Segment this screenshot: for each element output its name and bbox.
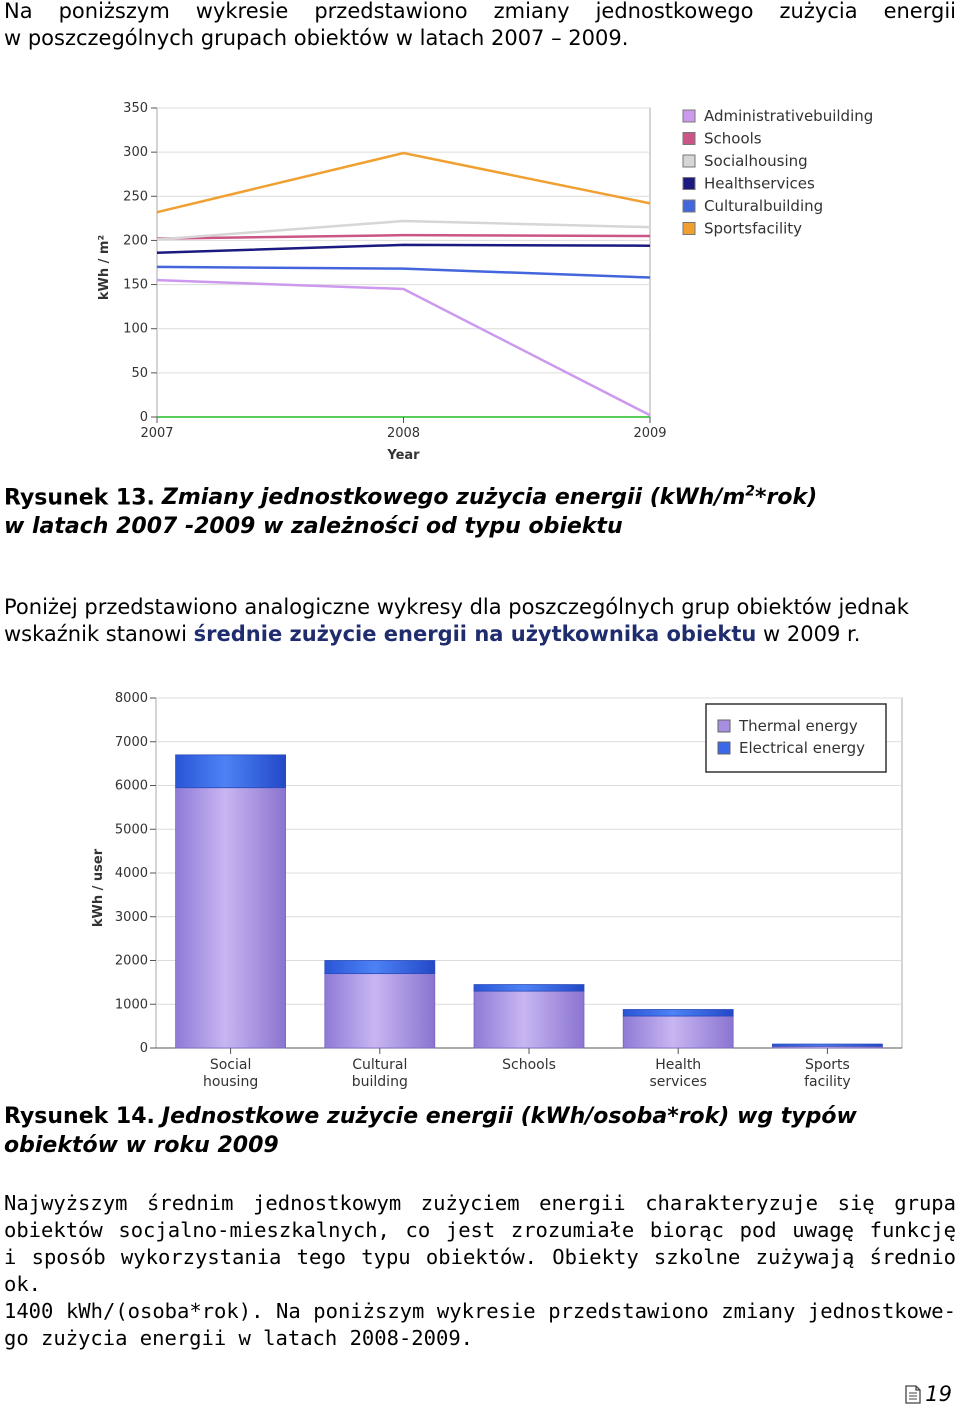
legend-label: Healthservices [704,174,815,193]
figure-14-caption [4,1102,956,1160]
x-axis-title: Year [387,448,420,463]
y-axis-title: kWh / user [91,848,106,928]
bar-chart-kwh-per-user [80,682,920,1094]
legend-swatch [718,720,730,732]
y-tick-label: 50 [131,365,148,381]
legend-swatch [683,133,695,145]
legend-swatch [683,200,695,212]
para3-line-1: Najwyższym średnim jednostkowym zużyciem energii charakteryzuje się grupa [4,1191,956,1215]
x-tick-label: facility [804,1074,851,1090]
x-tick-label: 2009 [633,426,667,441]
legend-swatch [683,110,695,122]
bar-segment [176,755,286,788]
bar-segment [474,985,584,992]
page-number-value: 19 [925,1382,952,1406]
bar-segment [623,1010,733,1017]
x-tick-label: building [351,1074,408,1090]
figure-13-text-a: Zmiany jednostkowego zużycia energii (kWh/m [161,485,746,511]
legend-swatch [718,742,730,754]
paragraph-2 [4,594,956,648]
bar-segment [325,974,435,1048]
legend-box [706,704,886,772]
plot-area [157,108,650,417]
para3-line-5: go zużycia energii w latach 2008-2009. [4,1326,473,1350]
bar-segment [772,1044,882,1046]
paragraph-3 [4,1190,956,1352]
figure-13-sup: 2 [745,484,756,500]
x-tick-label: Schools [502,1057,556,1073]
y-tick-label: 2000 [114,953,148,969]
legend-label: Socialhousing [704,152,808,170]
legend-label: Administrativebuilding [704,107,874,125]
figure-13-text-b: *rok) [755,485,818,511]
y-tick-label: 300 [123,145,148,161]
x-tick-label: Health [655,1057,702,1073]
y-tick-label: 100 [123,321,148,337]
figure-14-label: Rysunek 14. [4,1104,155,1129]
x-tick-label: 2007 [140,426,174,441]
legend-swatch [683,223,695,235]
para3-line-4: 1400 kWh/(osoba*rok). Na poniższym wykresie przedstawiono zmiany jednostkowe- [4,1299,956,1323]
intro-paragraph [4,0,956,52]
y-tick-label: 3000 [114,909,148,925]
bar-segment [474,991,584,1048]
para2-line-2-bold: średnie zużycie energii na użytkownika obiektu [193,622,757,646]
intro-line-2: w poszczególnych grupach obiektów w latach 2007 – 2009. [4,26,629,50]
bar-segment [325,961,435,974]
legend-swatch [683,155,695,167]
x-tick-label: Sports [804,1057,850,1073]
para3-line-2: obiektów socjalno-mieszkalnych, co jest zrozumiałe biorąc pod uwagę funkcję [4,1218,956,1242]
y-tick-label: 200 [123,233,148,249]
figure-13-label: Rysunek 13. [4,485,155,511]
figure-13-line-2: w latach 2007 -2009 w zależności od typu obiektu [4,514,623,540]
legend-label: Sportsfacility [704,219,803,238]
y-axis-title: kWh / m² [97,234,112,301]
para2-line-2-b: w 2009 r. [756,622,861,646]
y-tick-label: 150 [123,277,148,293]
x-tick-label: Social [209,1057,252,1073]
y-tick-label: 6000 [114,778,148,794]
y-tick-label: 0 [139,410,148,425]
para2-line-1: Poniżej przedstawiono analogiczne wykresy dla poszczególnych grup obiektów jednak [4,595,909,619]
y-tick-label: 4000 [114,866,148,881]
page-number [905,1382,952,1406]
y-tick-label: 8000 [114,691,148,706]
legend-swatch [683,178,695,190]
x-tick-label: housing [202,1074,259,1090]
para3-line-3: i sposób wykorzystania tego typu obiektów. Obiekty szkolne zużywają średnio ok. [4,1245,956,1296]
legend-label: Schools [704,129,762,148]
legend-label: Electrical energy [739,739,865,757]
y-tick-label: 5000 [114,822,148,838]
y-tick-label: 7000 [114,734,148,750]
bar-segment [623,1016,733,1048]
bar-segment [176,788,286,1048]
figure-14-text: Jednostkowe zużycie energii (kWh/osoba*rok) wg typów [161,1104,857,1129]
x-tick-label: services [649,1074,707,1090]
figure-13-caption [4,478,956,541]
y-tick-label: 250 [123,189,148,205]
x-tick-label: Cultural [352,1057,408,1073]
figure-14-line-2: obiektów w roku 2009 [4,1133,279,1158]
y-tick-label: 350 [123,101,148,116]
x-tick-label: 2008 [386,426,421,441]
legend-label: Thermal energy [739,717,858,735]
y-tick-label: 0 [139,1041,148,1056]
line-chart-kwh-per-m2 [90,96,890,468]
para2-line-2-a: wskaźnik stanowi [4,622,194,646]
intro-line-1: Na poniższym wykresie przedstawiono zmiany jednostkowego zużycia energii [4,0,956,23]
legend-label: Culturalbuilding [704,197,824,215]
y-tick-label: 1000 [114,997,148,1013]
document-icon [905,1385,921,1404]
